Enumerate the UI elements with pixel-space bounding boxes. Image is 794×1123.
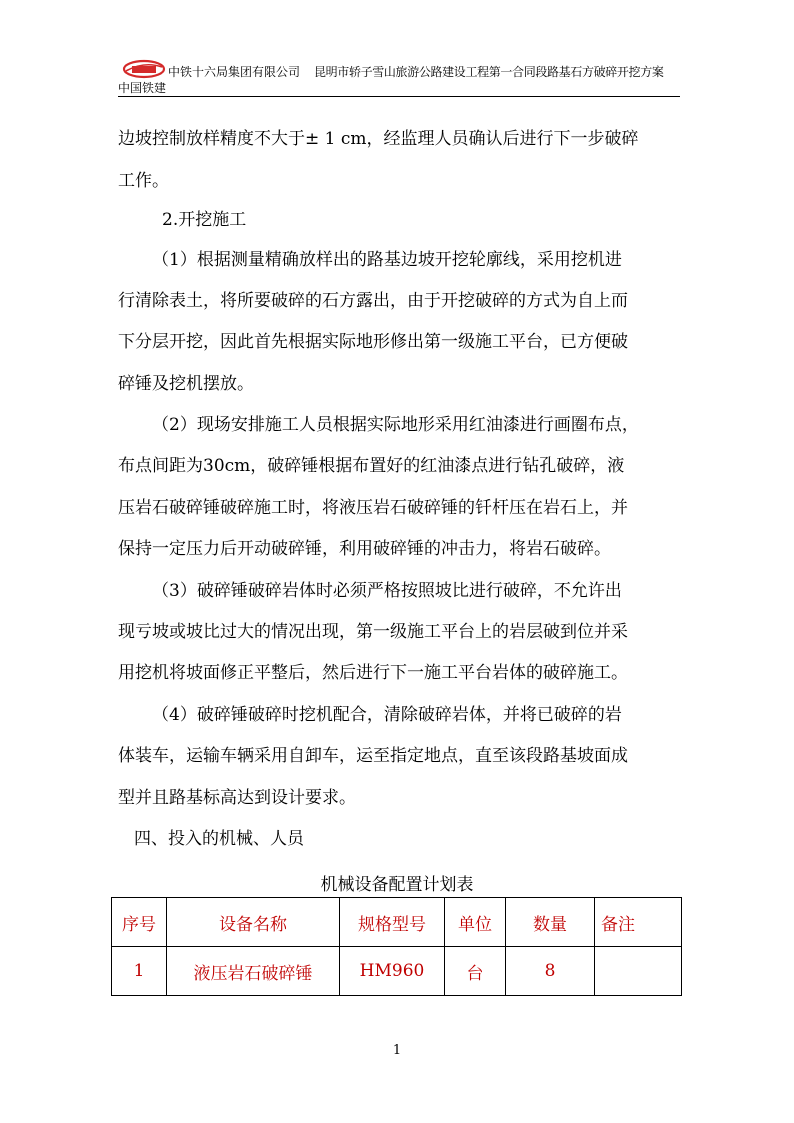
body-line: （1）根据测量精确放样出的路基边坡开挖轮廓线，采用挖机进	[152, 250, 622, 270]
body-line: （3）破碎锤破碎岩体时必须严格按照坡比进行破碎，不允许出	[152, 581, 622, 601]
header-project: 昆明市轿子雪山旅游公路建设工程第一合同段路基石方破碎开挖方案	[314, 65, 664, 79]
table-cell: 8	[506, 947, 595, 996]
section-heading: 四、投入的机械、人员	[134, 829, 304, 849]
crcc-logo	[122, 59, 166, 79]
body-line: 型并且路基标高达到设计要求。	[118, 788, 356, 808]
body-line: 行清除表土，将所要破碎的石方露出，由于开挖破碎的方式为自上而	[118, 291, 628, 311]
page-header	[118, 58, 680, 98]
table-header-cell: 数量	[506, 898, 595, 947]
body-line: 碎锤及挖机摆放。	[118, 374, 254, 394]
table-cell: HM960	[340, 947, 445, 996]
body-line: 体装车，运输车辆采用自卸车，运至指定地点，直至该段路基坡面成	[118, 746, 628, 766]
body-line: 布点间距为30cm，破碎锤根据布置好的红油漆点进行钻孔破碎，液	[118, 456, 625, 476]
table-header-cell: 单位	[445, 898, 506, 947]
table-header-cell: 设备名称	[167, 898, 340, 947]
table-cell	[595, 947, 682, 996]
body-line: 工作。	[118, 171, 169, 191]
header-company: 中铁十六局集团有限公司	[168, 65, 301, 79]
table-cell: 台	[445, 947, 506, 996]
section-heading: 2.开挖施工	[162, 210, 247, 230]
table-row	[112, 947, 682, 996]
table-header-cell: 备注	[595, 898, 682, 947]
body-line: 用挖机将坡面修正平整后，然后进行下一施工平台岩体的破碎施工。	[118, 663, 628, 683]
body-line: 下分层开挖，因此首先根据实际地形修出第一级施工平台，已方便破	[118, 332, 628, 352]
table-header-cell: 规格型号	[340, 898, 445, 947]
body-line: （4）破碎锤破碎时挖机配合，清除破碎岩体，并将已破碎的岩	[152, 705, 622, 725]
header-brand: 中国铁建	[118, 81, 167, 95]
table-header-row	[112, 898, 682, 947]
header-rule	[118, 96, 680, 97]
table-cell: 1	[112, 947, 167, 996]
table-cell: 液压岩石破碎锤	[167, 947, 340, 996]
table-title: 机械设备配置计划表	[320, 875, 474, 895]
body-line: 保持一定压力后开动破碎锤，利用破碎锤的冲击力，将岩石破碎。	[118, 539, 611, 559]
page-number: 1	[392, 1043, 402, 1058]
body-line: 压岩石破碎锤破碎施工时，将液压岩石破碎锤的钎杆压在岩石上，并	[118, 498, 628, 518]
table-header-cell: 序号	[112, 898, 167, 947]
equipment-table	[111, 897, 682, 996]
body-line: （2）现场安排施工人员根据实际地形采用红油漆进行画圈布点，	[152, 415, 639, 435]
body-line: 现亏坡或坡比过大的情况出现，第一级施工平台上的岩层破到位并采	[118, 622, 628, 642]
body-line: 边坡控制放样精度不大于± 1 cm，经监理人员确认后进行下一步破碎	[118, 129, 639, 149]
